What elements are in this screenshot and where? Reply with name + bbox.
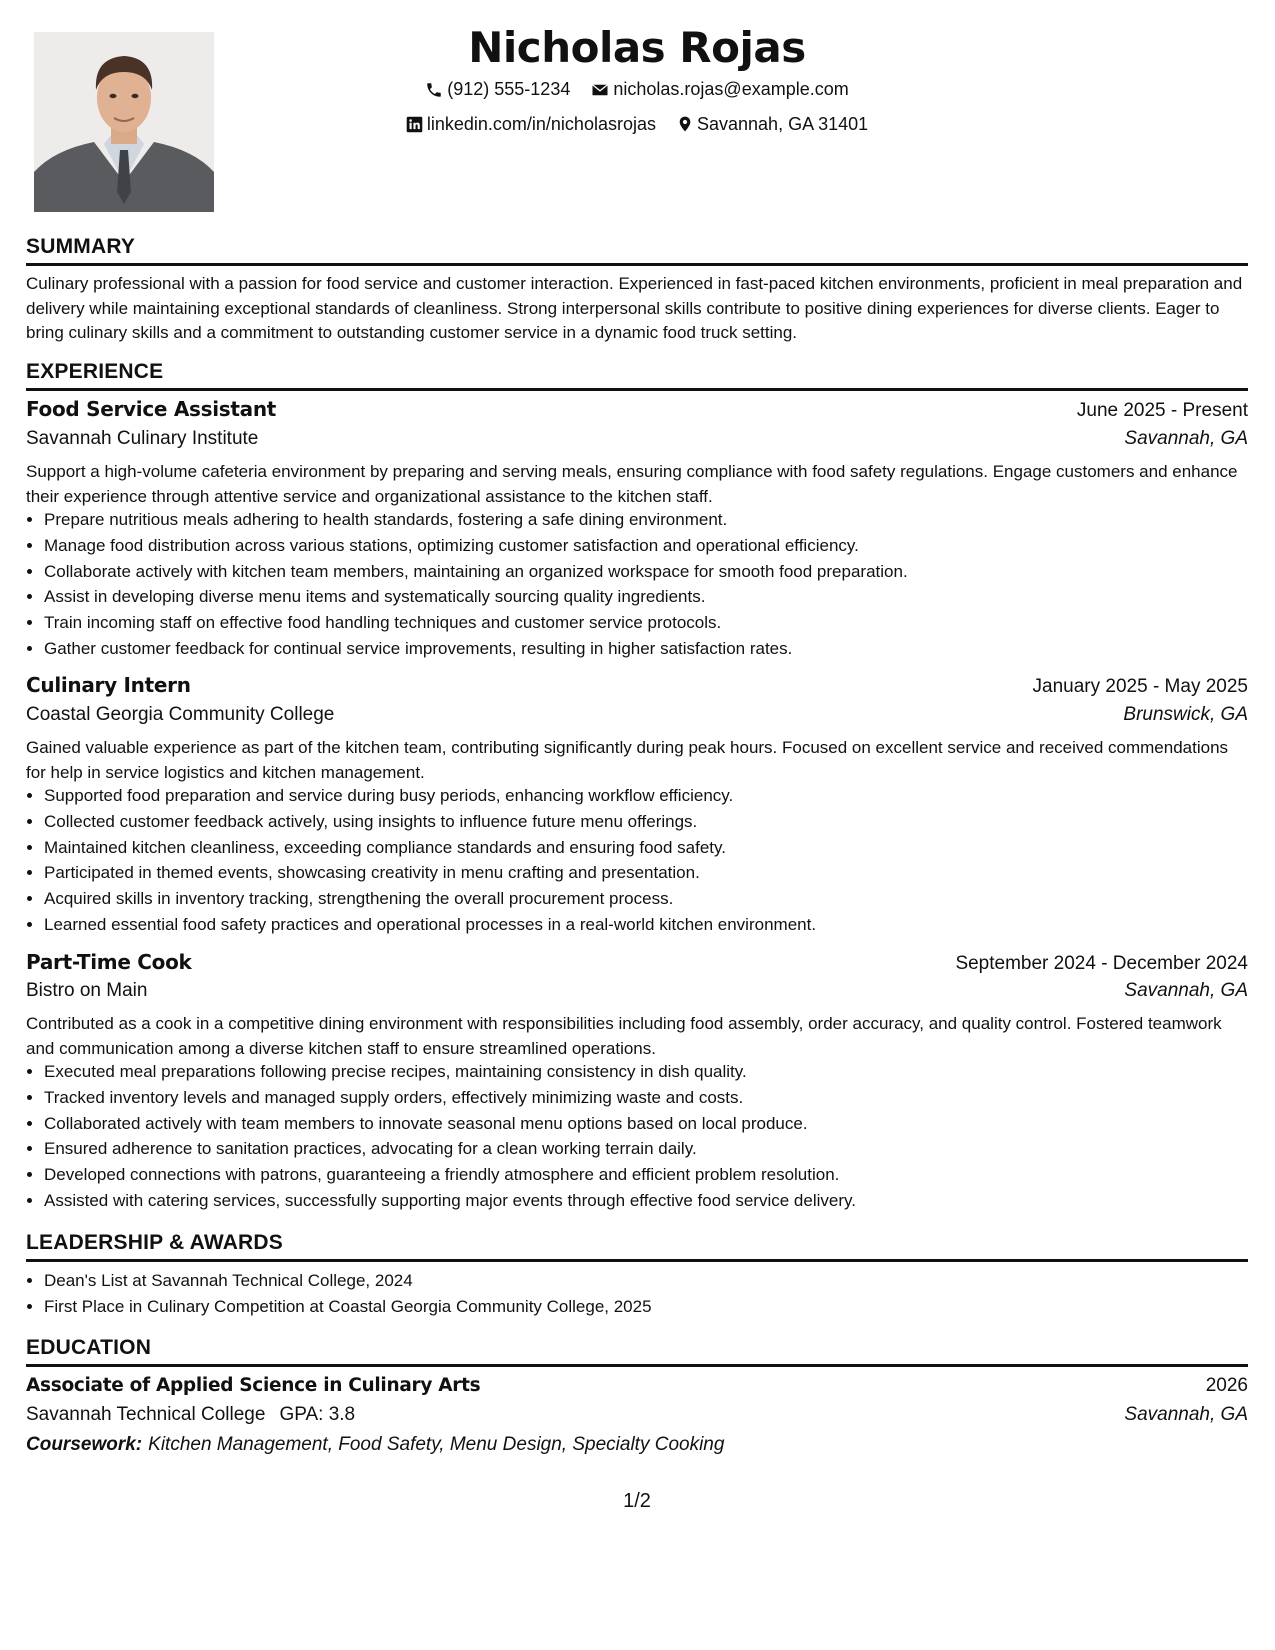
resume-header <box>26 22 1248 143</box>
job-company: Bistro on Main <box>26 980 148 1001</box>
awards-heading: LEADERSHIP & AWARDS <box>26 1230 1248 1262</box>
envelope-icon <box>591 81 609 99</box>
job-dates: June 2025 - Present <box>1076 400 1248 421</box>
school-name: Savannah Technical College <box>26 1404 266 1425</box>
job-3-bullets <box>26 1059 1248 1214</box>
list-item: • Learned essential food safety practices and operational processes in a real-world kitchen environment. <box>44 912 1248 938</box>
school-location: Savannah, GA <box>1124 1404 1248 1425</box>
job-location: Savannah, GA <box>1124 980 1248 1001</box>
job-title: Culinary Intern <box>26 673 191 697</box>
email-contact[interactable] <box>591 74 848 105</box>
list-item: • Assisted with catering services, successfully supporting major events through effective food service delivery. <box>44 1188 1248 1214</box>
education-header <box>26 1373 1248 1399</box>
job-1-subheader <box>26 426 1248 452</box>
candidate-name: Nicholas Rojas <box>468 23 806 72</box>
coursework-label: Coursework: <box>26 1434 143 1455</box>
list-item: • Manage food distribution across various stations, optimizing customer satisfaction and operational efficiency. <box>44 533 1248 559</box>
experience-heading: EXPERIENCE <box>26 359 1248 391</box>
job-title: Part-Time Cook <box>26 950 192 974</box>
job-3-header <box>26 949 1248 977</box>
job-location: Brunswick, GA <box>1123 704 1248 725</box>
list-item: • Supported food preparation and service during busy periods, enhancing workflow efficiency. <box>44 783 1248 809</box>
gpa-text: GPA: 3.8 <box>279 1404 356 1425</box>
list-item: • Maintained kitchen cleanliness, exceeding compliance standards and ensuring food safety. <box>44 835 1248 861</box>
list-item: • Collaborated actively with team members to innovate seasonal menu options based on local produce. <box>44 1111 1248 1137</box>
job-3-description: Contributed as a cook in a competitive dining environment with responsibilities including food assembly, order accuracy, and quality control. Fostered teamwork and communication among a diverse kitchen staff to ensure streamlined operations. <box>26 1014 1222 1058</box>
job-2-bullets <box>26 783 1248 938</box>
location-contact <box>677 109 868 140</box>
list-item: • Executed meal preparations following precise recipes, maintaining consistency in dish quality. <box>44 1059 1248 1085</box>
list-item: • Dean's List at Savannah Technical College, 2024 <box>44 1268 1248 1294</box>
page-number: 1/2 <box>623 1490 651 1512</box>
linkedin-text: linkedin.com/in/nicholasrojas <box>426 114 656 134</box>
list-item: • Tracked inventory levels and managed supply orders, effectively minimizing waste and costs. <box>44 1085 1248 1111</box>
list-item: • Gather customer feedback for continual service improvements, resulting in higher satisfaction rates. <box>44 636 1248 662</box>
summary-text: Culinary professional with a passion for food service and customer interaction. Experienced in fast-paced kitchen environments, proficient in meal preparation and delivery while maintaining exceptional standards of cleanliness. Strong interpersonal skills contribute to positive dining experiences for diverse clients. Eager to bring culinary skills and a commitment to outstanding customer service in a dynamic food truck setting. <box>26 274 1243 342</box>
job-3-subheader <box>26 978 1248 1004</box>
phone-text: (912) 555-1234 <box>447 79 571 99</box>
job-dates: September 2024 - December 2024 <box>955 953 1248 974</box>
job-1-bullets <box>26 507 1248 662</box>
job-title: Food Service Assistant <box>26 397 277 421</box>
resume-page <box>26 0 1248 1650</box>
list-item: • Acquired skills in inventory tracking, strengthening the overall procurement process. <box>44 886 1248 912</box>
school-info <box>26 1402 355 1428</box>
list-item: • Prepare nutritious meals adhering to health standards, fostering a safe dining environment. <box>44 507 1248 533</box>
list-item: • Collaborate actively with kitchen team members, maintaining an organized workspace for smooth food preparation. <box>44 559 1248 585</box>
contact-row-1 <box>26 74 1248 109</box>
map-pin-icon <box>677 115 693 133</box>
summary-heading: SUMMARY <box>26 234 1248 266</box>
awards-list <box>26 1268 1248 1320</box>
list-item: • Collected customer feedback actively, using insights to influence future menu offerings. <box>44 809 1248 835</box>
contact-row-2 <box>26 109 1248 144</box>
education-heading: EDUCATION <box>26 1335 1248 1367</box>
list-item: • Ensured adherence to sanitation practices, advocating for a clean working terrain daily. <box>44 1136 1248 1162</box>
linkedin-contact[interactable] <box>406 109 656 140</box>
coursework-row <box>26 1432 1248 1458</box>
email-text: nicholas.rojas@example.com <box>613 79 849 99</box>
coursework-text: Kitchen Management, Food Safety, Menu Design, Specialty Cooking <box>148 1434 725 1455</box>
job-2-header <box>26 672 1248 700</box>
job-1-description: Support a high-volume cafeteria environment by preparing and serving meals, ensuring compliance with food safety regulations. Engage customers and enhance their experience through attentive service and organizational assistance to the kitchen staff. <box>26 462 1238 506</box>
list-item: • Assist in developing diverse menu items and systematically sourcing quality ingredients. <box>44 584 1248 610</box>
job-1-header <box>26 396 1248 424</box>
graduation-year: 2026 <box>1205 1375 1248 1396</box>
job-location: Savannah, GA <box>1124 428 1248 449</box>
linkedin-icon <box>406 116 423 133</box>
location-text: Savannah, GA 31401 <box>697 113 869 134</box>
phone-icon <box>425 81 443 99</box>
list-item: • First Place in Culinary Competition at Coastal Georgia Community College, 2025 <box>44 1294 1248 1320</box>
degree-title: Associate of Applied Science in Culinary Arts <box>26 1375 481 1396</box>
job-dates: January 2025 - May 2025 <box>1032 676 1248 697</box>
list-item: • Participated in themed events, showcasing creativity in menu crafting and presentation. <box>44 860 1248 886</box>
education-subheader <box>26 1402 1248 1428</box>
list-item: • Train incoming staff on effective food handling techniques and customer service protocols. <box>44 610 1248 636</box>
job-company: Coastal Georgia Community College <box>26 704 335 725</box>
job-2-description: Gained valuable experience as part of the kitchen team, contributing significantly during peak hours. Focused on excellent service and received commendations for help in service logistics and kitchen management. <box>26 738 1229 782</box>
job-company: Savannah Culinary Institute <box>26 428 259 449</box>
job-2-subheader <box>26 702 1248 728</box>
phone-contact <box>425 74 570 105</box>
list-item: • Developed connections with patrons, guaranteeing a friendly atmosphere and efficient problem resolution. <box>44 1162 1248 1188</box>
